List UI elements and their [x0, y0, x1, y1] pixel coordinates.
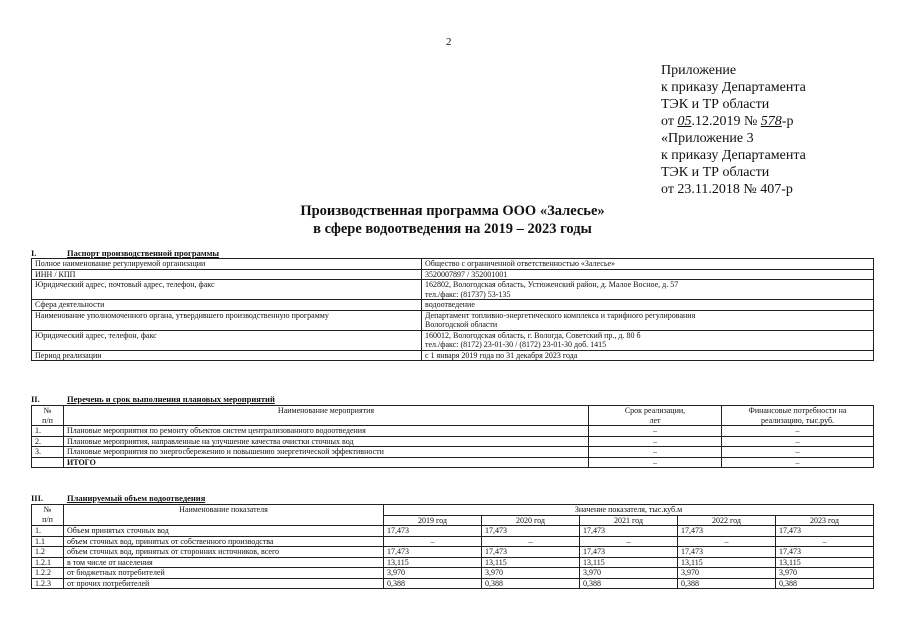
header-name: Наименование мероприятия — [64, 406, 589, 426]
value-line: 160012, Вологодская область, г. Вологда, Советский пр., д. 80 б — [425, 330, 641, 340]
row-finance: – — [722, 436, 874, 447]
table-row — [32, 447, 874, 458]
appendix-date-mid: .12.2019 № — [691, 114, 758, 129]
table-row — [32, 280, 874, 300]
section-1-heading — [31, 248, 219, 258]
table-row — [32, 350, 874, 361]
passport-value: водоотведение — [422, 300, 874, 311]
header-value: Значение показателя, тыс.куб.м — [384, 505, 874, 516]
row-value: 3,970 — [580, 568, 678, 579]
row-value: 17,473 — [776, 526, 874, 537]
header-finance: Финансовые потребности на реализацию, тыс.руб. — [722, 406, 874, 426]
table-row — [32, 426, 874, 437]
passport-label: Период реализации — [32, 350, 422, 361]
row-value: 13,115 — [384, 557, 482, 568]
row-num — [32, 457, 64, 468]
table-row — [32, 310, 874, 330]
table-row — [32, 578, 874, 589]
row-value: – — [482, 536, 580, 547]
header-year: 2022 год — [678, 515, 776, 526]
title-line-1: Производственная программа ООО «Залесье» — [300, 203, 605, 219]
appendix-line: ТЭК и ТР области — [661, 165, 770, 180]
row-finance: – — [722, 426, 874, 437]
row-num: 2. — [32, 436, 64, 447]
row-value: 13,115 — [482, 557, 580, 568]
table-row — [32, 536, 874, 547]
section-title: Перечень и срок выполнения плановых мероприятий — [67, 394, 275, 404]
row-finance: – — [722, 457, 874, 468]
row-value: 17,473 — [384, 526, 482, 537]
row-value: 0,388 — [384, 578, 482, 589]
header-year: 2021 год — [580, 515, 678, 526]
row-value: – — [678, 536, 776, 547]
section-title: Паспорт производственной программы — [67, 248, 220, 258]
appendix-line: «Приложение 3 — [661, 131, 754, 146]
row-value: 17,473 — [776, 547, 874, 558]
row-value: – — [384, 536, 482, 547]
table-row — [32, 269, 874, 280]
header-num: № п/п — [32, 505, 64, 526]
appendix-line: Приложение — [661, 63, 737, 78]
row-value: – — [776, 536, 874, 547]
header-term: Срок реализации, лет — [589, 406, 722, 426]
row-value: 3,970 — [384, 568, 482, 579]
row-value: 13,115 — [776, 557, 874, 568]
row-name: в том числе от населения — [64, 557, 384, 568]
passport-rows — [32, 259, 874, 361]
value-line: тел./факс: (8172) 23-01-30 / (8172) 23-01-30 доб. 1415 — [425, 340, 607, 349]
value-line: Вологодской области — [425, 320, 498, 329]
row-term: – — [589, 457, 722, 468]
row-name: объем сточных вод, принятых от собственного производства — [64, 536, 384, 547]
row-value: 17,473 — [678, 526, 776, 537]
value-line: тел./факс: (81737) 53-135 — [425, 289, 511, 299]
section-number: II. — [31, 394, 40, 404]
document-title — [0, 202, 905, 238]
handwritten-day: 05 — [677, 114, 692, 129]
passport-label: Юридический адрес, телефон, факс — [32, 330, 422, 350]
row-name: от прочих потребителей — [64, 578, 384, 589]
row-num: 1.2.3 — [32, 578, 64, 589]
passport-label: Сфера деятельности — [32, 300, 422, 311]
row-value: 17,473 — [580, 526, 678, 537]
appendix-date-suffix: -р — [781, 114, 794, 129]
section-number: III. — [31, 493, 44, 503]
volume-table — [31, 504, 874, 589]
row-name: объем сточных вод, принятых от сторонних источников, всего — [64, 547, 384, 558]
passport-label: ИНН / КПП — [32, 269, 422, 280]
row-name: Плановые мероприятия по энергосбережению и повышению энергетической эффективности — [64, 447, 589, 458]
table-row — [32, 557, 874, 568]
section-title: Планируемый объем водоотведения — [67, 493, 206, 503]
page-number: 2 — [446, 36, 452, 48]
row-value: 3,970 — [776, 568, 874, 579]
passport-value: Общество с ограниченной ответственностью «Залесье» — [422, 259, 874, 270]
measures-table — [31, 405, 874, 468]
row-num: 1.2 — [32, 547, 64, 558]
section-2-heading — [31, 394, 275, 404]
row-value: 3,970 — [678, 568, 776, 579]
table-row — [32, 259, 874, 270]
row-finance: – — [722, 447, 874, 458]
row-value: – — [580, 536, 678, 547]
passport-value: 3520007897 / 352001001 — [422, 269, 874, 280]
row-num: 1.2.1 — [32, 557, 64, 568]
row-value: 0,388 — [678, 578, 776, 589]
row-value: 0,388 — [580, 578, 678, 589]
value-line: 162802, Вологодская область, Устюженский район, д. Малое Восное, д. 57 — [425, 280, 679, 289]
header-num: № п/п — [32, 406, 64, 426]
row-name: Плановые мероприятия, направленные на улучшение качества очистки сточных вод — [64, 436, 589, 447]
row-name: от бюджетных потребителей — [64, 568, 384, 579]
row-num: 1. — [32, 526, 64, 537]
header-year: 2023 год — [776, 515, 874, 526]
appendix-line: ТЭК и ТР области — [661, 97, 770, 112]
row-value: 0,388 — [482, 578, 580, 589]
passport-value — [422, 280, 874, 300]
passport-value — [422, 310, 874, 330]
row-value: 17,473 — [482, 526, 580, 537]
passport-label: Полное наименование регулируемой организации — [32, 259, 422, 270]
value-line: Департамент топливно-энергетического комплекса и тарифного регулирования — [425, 310, 696, 320]
row-term: – — [589, 447, 722, 458]
row-value: 13,115 — [678, 557, 776, 568]
table-row — [32, 526, 874, 537]
passport-value — [422, 330, 874, 350]
table-row — [32, 568, 874, 579]
row-value: 17,473 — [580, 547, 678, 558]
row-term: – — [589, 426, 722, 437]
passport-value: с 1 января 2019 года по 31 декабря 2023 года — [422, 350, 874, 361]
row-num: 1.1 — [32, 536, 64, 547]
passport-label: Наименование уполномоченного органа, утвердившего производственную программу — [32, 310, 422, 330]
table-row — [32, 330, 874, 350]
row-term: – — [589, 436, 722, 447]
row-value: 17,473 — [482, 547, 580, 558]
appendix-line: к приказу Департамента — [661, 80, 806, 95]
row-value: 17,473 — [678, 547, 776, 558]
table-header-row — [32, 406, 874, 426]
row-name: Объем принятых сточных вод — [64, 526, 384, 537]
header-year: 2020 год — [482, 515, 580, 526]
appendix-line: от 23.11.2018 № 407-р — [661, 182, 793, 197]
header-name: Наименование показателя — [64, 505, 384, 526]
appendix-block — [661, 62, 806, 198]
table-row — [32, 300, 874, 311]
appendix-order-date — [661, 113, 806, 130]
table-header-row — [32, 505, 874, 516]
row-value: 0,388 — [776, 578, 874, 589]
appendix-date-prefix: от — [661, 114, 674, 129]
section-3-heading — [31, 493, 205, 503]
title-line-2: в сфере водоотведения на 2019 – 2023 годы — [313, 221, 592, 237]
table-row — [32, 436, 874, 447]
table-row — [32, 547, 874, 558]
row-value: 3,970 — [482, 568, 580, 579]
row-name: ИТОГО — [64, 457, 589, 468]
section-number: I. — [31, 248, 37, 258]
passport-label: Юридический адрес, почтовый адрес, телефон, факс — [32, 280, 422, 300]
row-value: 17,473 — [384, 547, 482, 558]
row-num: 1.2.2 — [32, 568, 64, 579]
handwritten-number: 578 — [760, 114, 782, 129]
appendix-line: к приказу Департамента — [661, 148, 806, 163]
row-name: Плановые мероприятия по ремонту объектов систем централизованного водоотведения — [64, 426, 589, 437]
row-value: 13,115 — [580, 557, 678, 568]
table-total-row — [32, 457, 874, 468]
passport-table — [31, 258, 874, 361]
row-num: 3. — [32, 447, 64, 458]
row-num: 1. — [32, 426, 64, 437]
header-year: 2019 год — [384, 515, 482, 526]
